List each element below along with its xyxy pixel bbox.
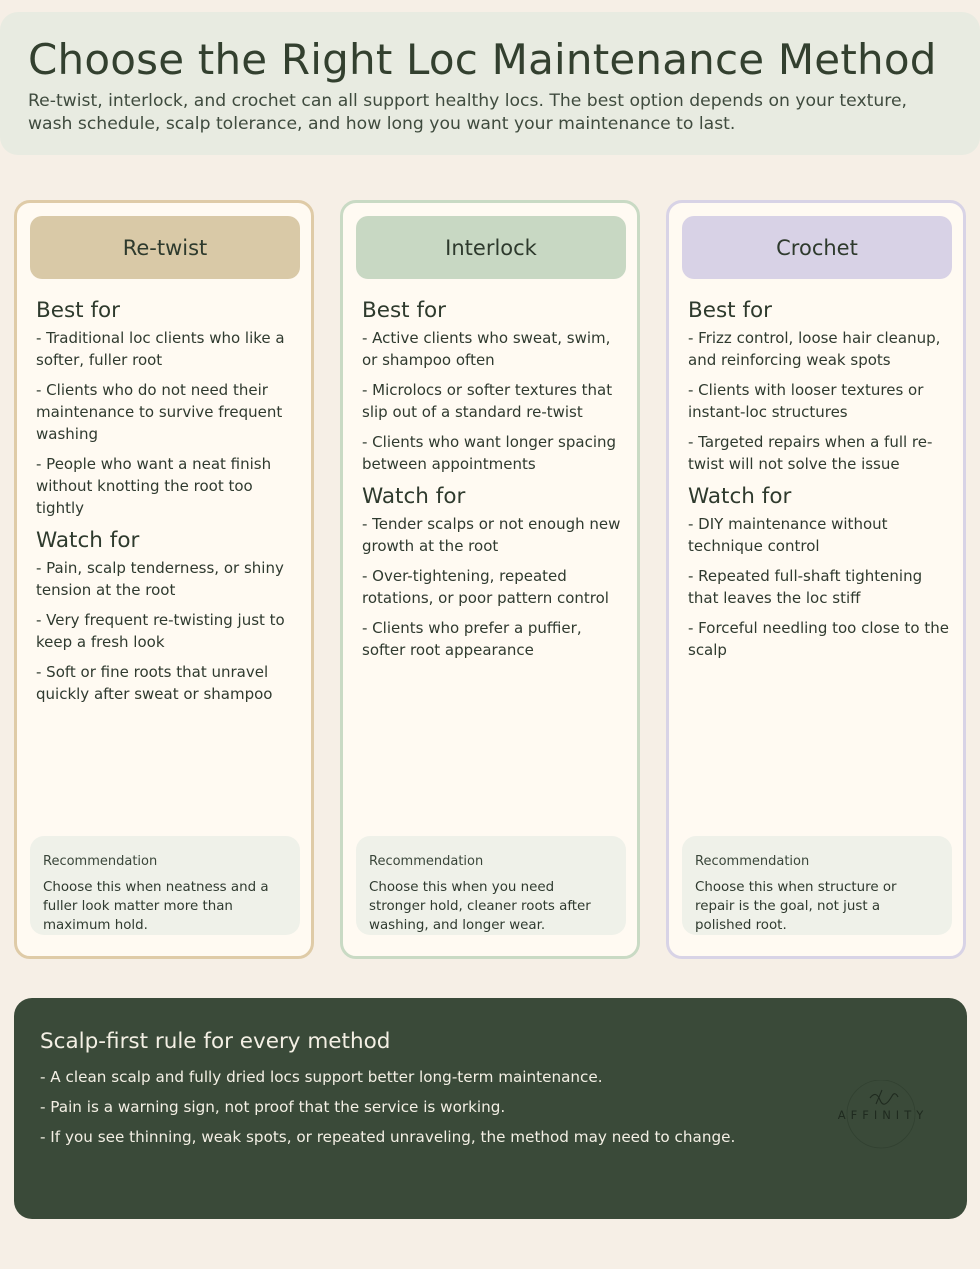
method-title-pill: Crochet [682,216,952,279]
card-content [36,297,298,713]
card-content [362,297,624,669]
method-card-retwist [14,200,314,959]
list-item: - Clients who want longer spacing between appointments [362,433,617,473]
list-item: - Tender scalps or not enough new growth at the root [362,515,621,555]
best-for-list [688,327,950,475]
list-item: - People who want a neat finish without knotting the root too tightly [36,455,272,517]
list-item: - Microlocs or softer textures that slip out of a standard re-twist [362,381,613,421]
best-for-list [362,327,624,475]
recommendation-box [30,836,300,935]
method-card-crochet [666,200,966,959]
list-item: - If you see thinning, weak spots, or repeated unraveling, the method may need to change. [40,1128,736,1146]
card-content [688,297,950,669]
recommendation-text: Choose this when you need stronger hold, cleaner roots after washing, and longer wear. [369,880,591,933]
method-title-pill: Interlock [356,216,626,279]
brand-logo [818,1080,948,1152]
watch-for-heading: Watch for [362,484,466,509]
recommendation-box [682,836,952,935]
list-item: - Frizz control, loose hair cleanup, and reinforcing weak spots [688,329,941,369]
list-item: - Active clients who sweat, swim, or shampoo often [362,329,611,369]
page-subtitle: Re-twist, interlock, and crochet can all support healthy locs. The best option depends on your texture, wash schedule, scalp tolerance, and how long you want your maintenance to last. [28,91,907,134]
scalp-rule-list [40,1066,941,1148]
list-item: - Clients who prefer a puffier, softer root appearance [362,619,582,659]
watch-for-list [362,513,624,661]
list-item: - Traditional loc clients who like a softer, fuller root [36,329,285,369]
scalp-rule-title: Scalp-first rule for every method [40,1029,391,1054]
watch-for-heading: Watch for [36,528,140,553]
list-item: - Clients with looser textures or instant-loc structures [688,381,924,421]
list-item: - Over-tightening, repeated rotations, or poor pattern control [362,567,609,607]
recommendation-label: Recommendation [695,854,810,869]
list-item: - Very frequent re-twisting just to keep a fresh look [36,611,285,651]
logo-wordmark: AFFINITY [837,1108,929,1122]
recommendation-label: Recommendation [369,854,484,869]
watch-for-heading: Watch for [688,484,792,509]
list-item: - Targeted repairs when a full re-twist will not solve the issue [688,433,933,473]
list-item: - DIY maintenance without technique control [688,515,888,555]
list-item: - Forceful needling too close to the scalp [688,619,949,659]
list-item: - Pain is a warning sign, not proof that the service is working. [40,1098,506,1116]
best-for-heading: Best for [36,298,121,323]
header-banner [0,12,980,155]
method-title-pill: Re-twist [30,216,300,279]
list-item: - Clients who do not need their maintenance to survive frequent washing [36,381,283,443]
watch-for-list [36,557,298,705]
recommendation-box [356,836,626,935]
recommendation-label: Recommendation [43,854,158,869]
best-for-list [36,327,298,519]
best-for-heading: Best for [688,298,773,323]
list-item: - Soft or fine roots that unravel quickly after sweat or shampoo [36,663,273,703]
best-for-heading: Best for [362,298,447,323]
page-title: Choose the Right Loc Maintenance Method [28,35,937,84]
list-item: - Repeated full-shaft tightening that leaves the loc stiff [688,567,923,607]
recommendation-text: Choose this when structure or repair is the goal, not just a polished root. [695,880,897,933]
list-item: - A clean scalp and fully dried locs support better long-term maintenance. [40,1068,603,1086]
watch-for-list [688,513,950,661]
method-card-interlock [340,200,640,959]
recommendation-text: Choose this when neatness and a fuller look matter more than maximum hold. [43,880,269,933]
list-item: - Pain, scalp tenderness, or shiny tension at the root [36,559,284,599]
